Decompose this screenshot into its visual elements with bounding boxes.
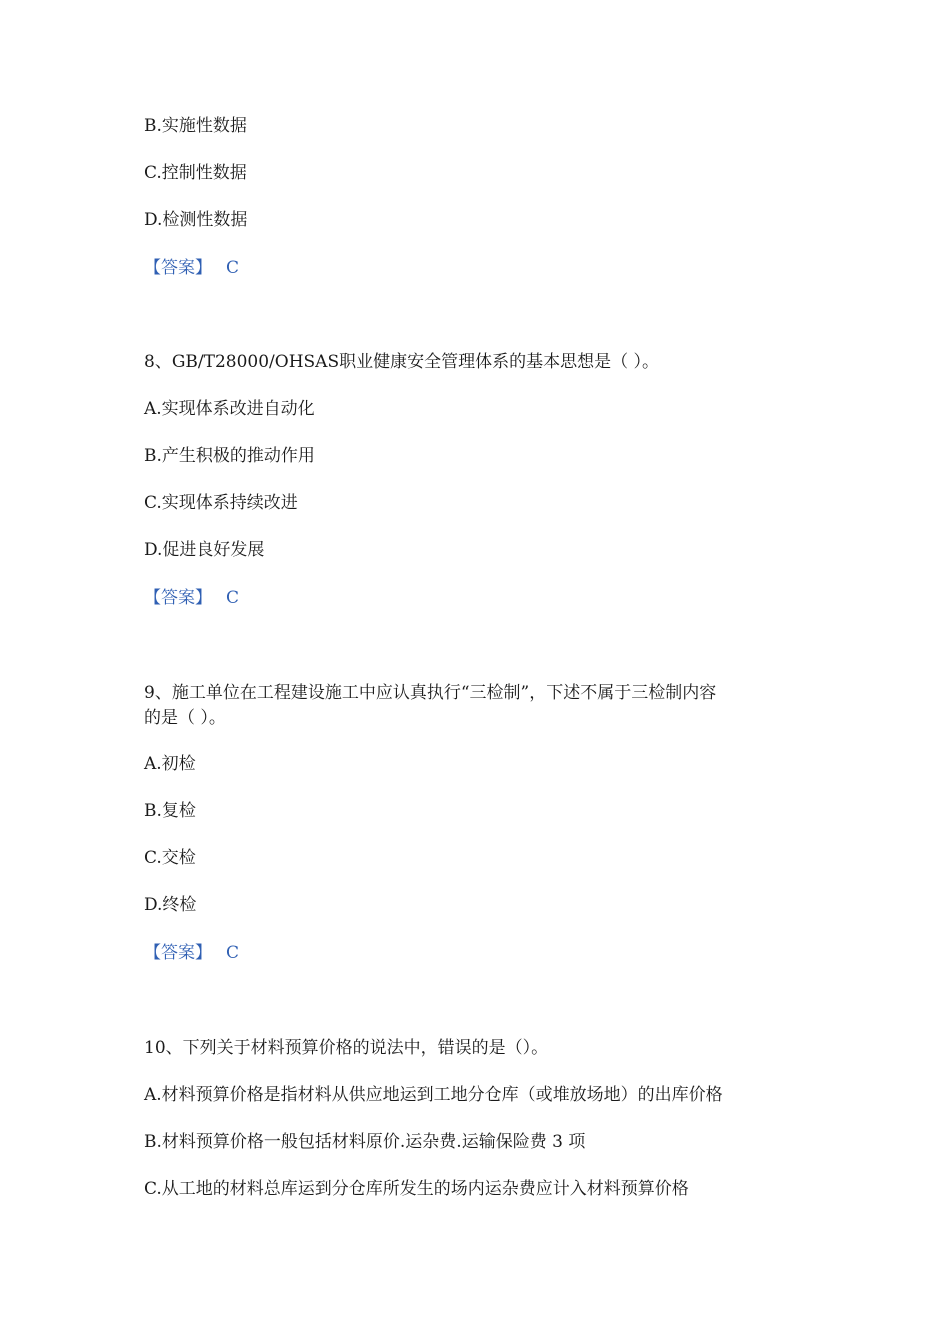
q10-option-a: A.材料预算价格是指材料从供应地运到工地分仓库（或堆放场地）的出库价格 bbox=[144, 1085, 723, 1105]
q7-option-c: C.控制性数据 bbox=[144, 163, 247, 183]
q10-option-b: B.材料预算价格一般包括材料原价.运杂费.运输保险费 3 项 bbox=[144, 1132, 586, 1152]
q7-option-d: D.检测性数据 bbox=[144, 210, 248, 230]
q7-answer-label: 【答案】 bbox=[144, 258, 212, 278]
q8-option-b: B.产生积极的推动作用 bbox=[144, 446, 315, 466]
q8-answer-value: C bbox=[226, 588, 240, 608]
q8-stem: 8、GB/T28000/OHSAS职业健康安全管理体系的基本思想是（ ）。 bbox=[144, 352, 659, 372]
q8-option-d: D.促进良好发展 bbox=[144, 540, 265, 560]
q9-option-d: D.终检 bbox=[144, 895, 197, 915]
q8-answer bbox=[144, 586, 239, 610]
q9-stem-line2: 的是（ ）。 bbox=[144, 708, 226, 728]
q8-answer-label: 【答案】 bbox=[144, 588, 212, 608]
q10-stem: 10、下列关于材料预算价格的说法中，错误的是（）。 bbox=[144, 1038, 549, 1058]
q7-option-b: B.实施性数据 bbox=[144, 116, 247, 136]
q8-option-a: A.实现体系改进自动化 bbox=[144, 399, 315, 419]
q7-answer bbox=[144, 256, 239, 280]
q10-option-c: C.从工地的材料总库运到分仓库所发生的场内运杂费应计入材料预算价格 bbox=[144, 1179, 689, 1199]
q9-option-c: C.交检 bbox=[144, 848, 196, 868]
q7-answer-value: C bbox=[226, 258, 240, 278]
q9-option-a: A.初检 bbox=[144, 754, 196, 774]
q9-answer bbox=[144, 941, 239, 965]
q8-option-c: C.实现体系持续改进 bbox=[144, 493, 298, 513]
q9-option-b: B.复检 bbox=[144, 801, 196, 821]
q9-answer-value: C bbox=[226, 943, 240, 963]
q9-stem-line1: 9、施工单位在工程建设施工中应认真执行“三检制”，下述不属于三检制内容 bbox=[144, 683, 717, 703]
q9-answer-label: 【答案】 bbox=[144, 943, 212, 963]
